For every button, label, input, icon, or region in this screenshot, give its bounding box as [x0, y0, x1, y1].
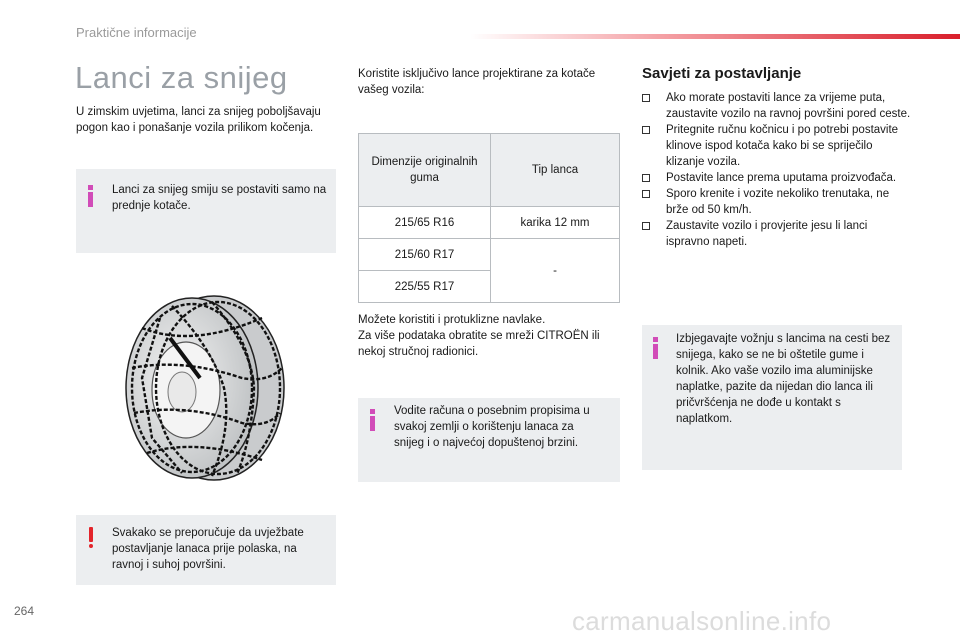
dealer-network-text: Za više podataka obratite se mreži CITROËN ili nekoj stručnoj radionici.	[358, 330, 600, 358]
tips-title: Savjeti za postavljanje	[642, 65, 802, 82]
info-note-text: Lanci za snijeg smiju se postaviti samo na prednje kotače.	[112, 184, 327, 212]
info-icon	[653, 337, 659, 359]
anti-skid-text: Možete koristiti i protuklizne navlake.	[358, 314, 546, 326]
section-header: Praktične informacije	[76, 25, 197, 40]
table-cell-chain: karika 12 mm	[491, 207, 620, 239]
list-item-text: Zaustavite vozilo i provjerite jesu li lanci ispravno napeti.	[666, 220, 868, 248]
table-cell-size: 215/65 R16	[359, 207, 491, 239]
list-item-text: Pritegnite ručnu kočnicu i po potrebi postavite klinove ispod kotača kako bi se spriječilo klizanje vozila.	[666, 124, 899, 168]
chains-intro-text: Koristite isključivo lance projektirane za kotače vašeg vozila:	[358, 68, 596, 96]
checkbox-bullet-icon	[642, 174, 650, 182]
info-note-text: Vodite računa o posebnim propisima u svakoj zemlji o korištenju lanaca za snijeg i o najvećoj dopuštenoj brzini.	[394, 405, 590, 449]
page-number: 264	[14, 604, 35, 618]
intro-text: U zimskim uvjetima, lanci za snijeg poboljšavaju pogon kao i ponašanje vozila prilikom kočenja.	[76, 106, 321, 134]
table-cell-size: 215/60 R17	[359, 239, 491, 271]
table-row	[359, 207, 620, 239]
list-item	[642, 218, 912, 250]
info-note-front-wheels	[76, 169, 336, 253]
table-header-row	[359, 134, 620, 207]
checkbox-bullet-icon	[642, 222, 650, 230]
list-item	[642, 186, 912, 218]
page-title: Lanci za snijeg	[75, 60, 288, 95]
list-item-text: Sporo krenite i vozite nekoliko trenutaka, ne brže od 50 km/h.	[666, 188, 890, 216]
checkbox-bullet-icon	[642, 190, 650, 198]
warning-note-text: Svakako se preporučuje da uvježbate postavljanje lanaca prije polaska, na ravnoj i suhoj površini.	[112, 527, 304, 571]
chain-size-table	[358, 133, 620, 303]
table-row	[359, 239, 620, 271]
snow-chain-tire-illustration	[112, 288, 292, 488]
info-note-no-snow	[642, 325, 902, 470]
info-icon	[88, 185, 94, 207]
table-cell-chain: -	[491, 239, 620, 303]
table-header-chain-type: Tip lanca	[491, 134, 620, 207]
list-item	[642, 122, 912, 170]
tips-list	[642, 90, 912, 250]
info-note-text: Izbjegavajte vožnju s lancima na cesti bez snijega, kako se ne bi oštetile gume i kolnik. Ako vaše vozilo ima aluminijske naplatke, pazite da nijedan dio lanca ili pričvršćenja ne dođe u kontakt s naplatkom.	[676, 333, 891, 425]
checkbox-bullet-icon	[642, 126, 650, 134]
list-item	[642, 170, 912, 186]
table-cell-size: 225/55 R17	[359, 271, 491, 303]
list-item-text: Ako morate postaviti lance za vrijeme puta, zaustavite vozilo na ravnoj površini pored ceste.	[666, 92, 911, 120]
checkbox-bullet-icon	[642, 94, 650, 102]
list-item	[642, 90, 912, 122]
warning-icon	[87, 527, 95, 548]
table-header-tire-size: Dimenzije originalnih guma	[359, 134, 491, 207]
watermark: carmanualsonline.info	[572, 606, 832, 636]
info-icon	[370, 409, 376, 431]
header-accent-bar	[470, 34, 960, 39]
warning-note-practice	[76, 515, 336, 585]
info-note-regulations	[358, 398, 620, 482]
list-item-text: Postavite lance prema uputama proizvođača.	[666, 172, 897, 184]
